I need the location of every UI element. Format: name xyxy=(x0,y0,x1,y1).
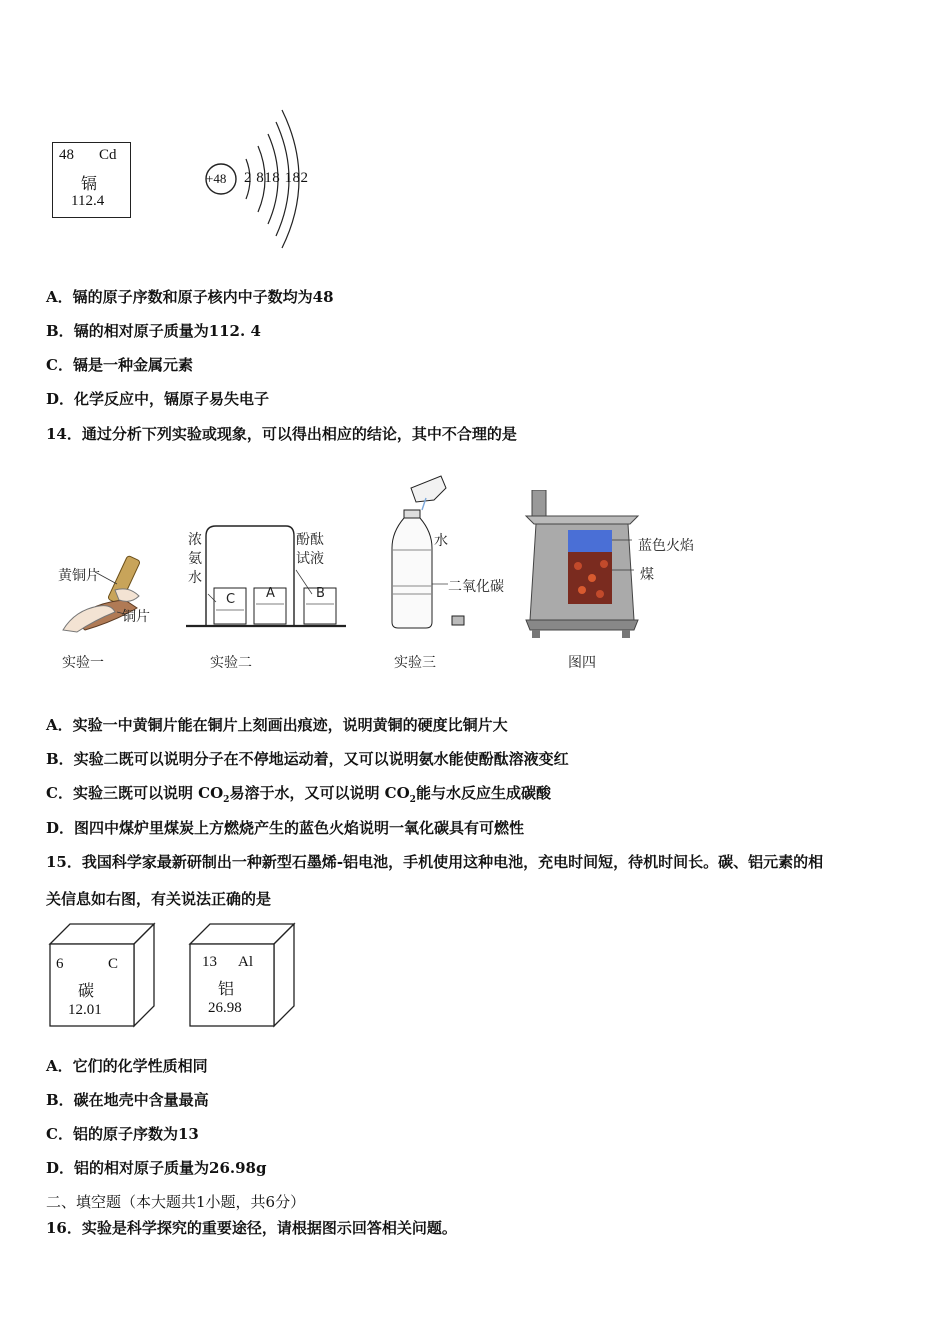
cd-electron-shells: 2 818 182 xyxy=(244,170,309,186)
q15-option-c: C．铝的原子序数为13 xyxy=(46,1125,199,1143)
carbon-element-tile xyxy=(48,922,158,1030)
q14-fig2-phenol-label: 酚酞试液 xyxy=(296,532,324,567)
q16-stem: 16．实验是科学探究的重要途径，请根据图示回答相关问题。 xyxy=(46,1219,457,1237)
cd-name: 镉 xyxy=(81,176,98,193)
cd-symbol: Cd xyxy=(99,147,117,163)
q14-fig4-caption: 图四 xyxy=(568,655,596,671)
q14-stem: 14．通过分析下列实验或现象，可以得出相应的结论，其中不合理的是 xyxy=(46,425,517,443)
q15-option-d: D．铝的相对原子质量为26.98g xyxy=(46,1159,267,1177)
carbon-mass: 12.01 xyxy=(68,1002,102,1018)
q14-fig1-copper-label: 铜片 xyxy=(122,609,150,625)
q14-fig2-beaker-b: B xyxy=(316,586,325,601)
q14-fig1-caption: 实验一 xyxy=(62,655,104,671)
q13-option-c: C．镉是一种金属元素 xyxy=(46,356,193,374)
cd-mass: 112.4 xyxy=(71,193,105,209)
q14-figure-3 xyxy=(386,474,476,634)
q14-option-b: B．实验二既可以说明分子在不停地运动着，又可以说明氨水能使酚酞溶液变红 xyxy=(46,750,569,768)
q14-fig2-beaker-c: C xyxy=(226,592,236,607)
q13-option-b: B．镉的相对原子质量为112. 4 xyxy=(46,322,261,340)
q14-fig2-ammonia-label: 浓氨水 xyxy=(188,532,202,586)
q14-fig2-beaker-a: A xyxy=(266,586,275,601)
q14-fig3-caption: 实验三 xyxy=(394,655,436,671)
q14-fig4-flame-label: 蓝色火焰 xyxy=(638,538,694,554)
q14-fig1-brass-label: 黄铜片 xyxy=(58,568,100,584)
cd-atom-diagram xyxy=(196,106,326,252)
section-2-heading: 二、填空题（本大题共1小题，共6分） xyxy=(46,1193,306,1211)
q14-fig4-coal-label: 煤 xyxy=(640,567,654,583)
aluminum-element-tile xyxy=(188,922,298,1030)
aluminum-mass: 26.98 xyxy=(208,1000,242,1016)
q14-option-d: D．图四中煤炉里煤炭上方燃烧产生的蓝色火焰说明一氧化碳具有可燃性 xyxy=(46,819,525,837)
aluminum-name: 铝 xyxy=(218,981,235,998)
carbon-atomic-number: 6 xyxy=(56,956,64,972)
q15-option-a: A．它们的化学性质相同 xyxy=(46,1057,208,1075)
cd-element-tile xyxy=(52,142,131,218)
carbon-name: 碳 xyxy=(78,983,95,1000)
aluminum-atomic-number: 13 xyxy=(202,954,217,970)
q15-stem-line1: 15．我国科学家最新研制出一种新型石墨烯-铝电池，手机使用这种电池，充电时间短，待机时间长。碳、铝元素的相 xyxy=(46,853,824,871)
q14-fig2-caption: 实验二 xyxy=(210,655,252,671)
aluminum-symbol: Al xyxy=(238,954,253,970)
q15-stem-line2: 关信息如右图，有关说法正确的是 xyxy=(46,890,272,908)
q13-option-d: D．化学反应中，镉原子易失电子 xyxy=(46,390,270,408)
q14-option-c: C．实验三既可以说明 $CO_2$易溶于水，又可以说明 $CO_2$能与水反应生成碳酸 xyxy=(46,784,551,805)
q14-fig3-water-label: 水 xyxy=(434,533,448,549)
q14-figure-4 xyxy=(522,490,642,640)
carbon-symbol: C xyxy=(108,956,119,972)
cd-atomic-number: 48 xyxy=(59,147,74,163)
q15-option-b: B．碳在地壳中含量最高 xyxy=(46,1091,209,1109)
q13-option-a: A．镉的原子序数和原子核内中子数均为48 xyxy=(46,288,334,306)
q14-fig3-co2-label: 二氧化碳 xyxy=(448,579,504,595)
cd-nucleus-charge: +48 xyxy=(206,171,227,186)
q14-option-a: A．实验一中黄铜片能在铜片上刻画出痕迹，说明黄铜的硬度比铜片大 xyxy=(46,716,508,734)
